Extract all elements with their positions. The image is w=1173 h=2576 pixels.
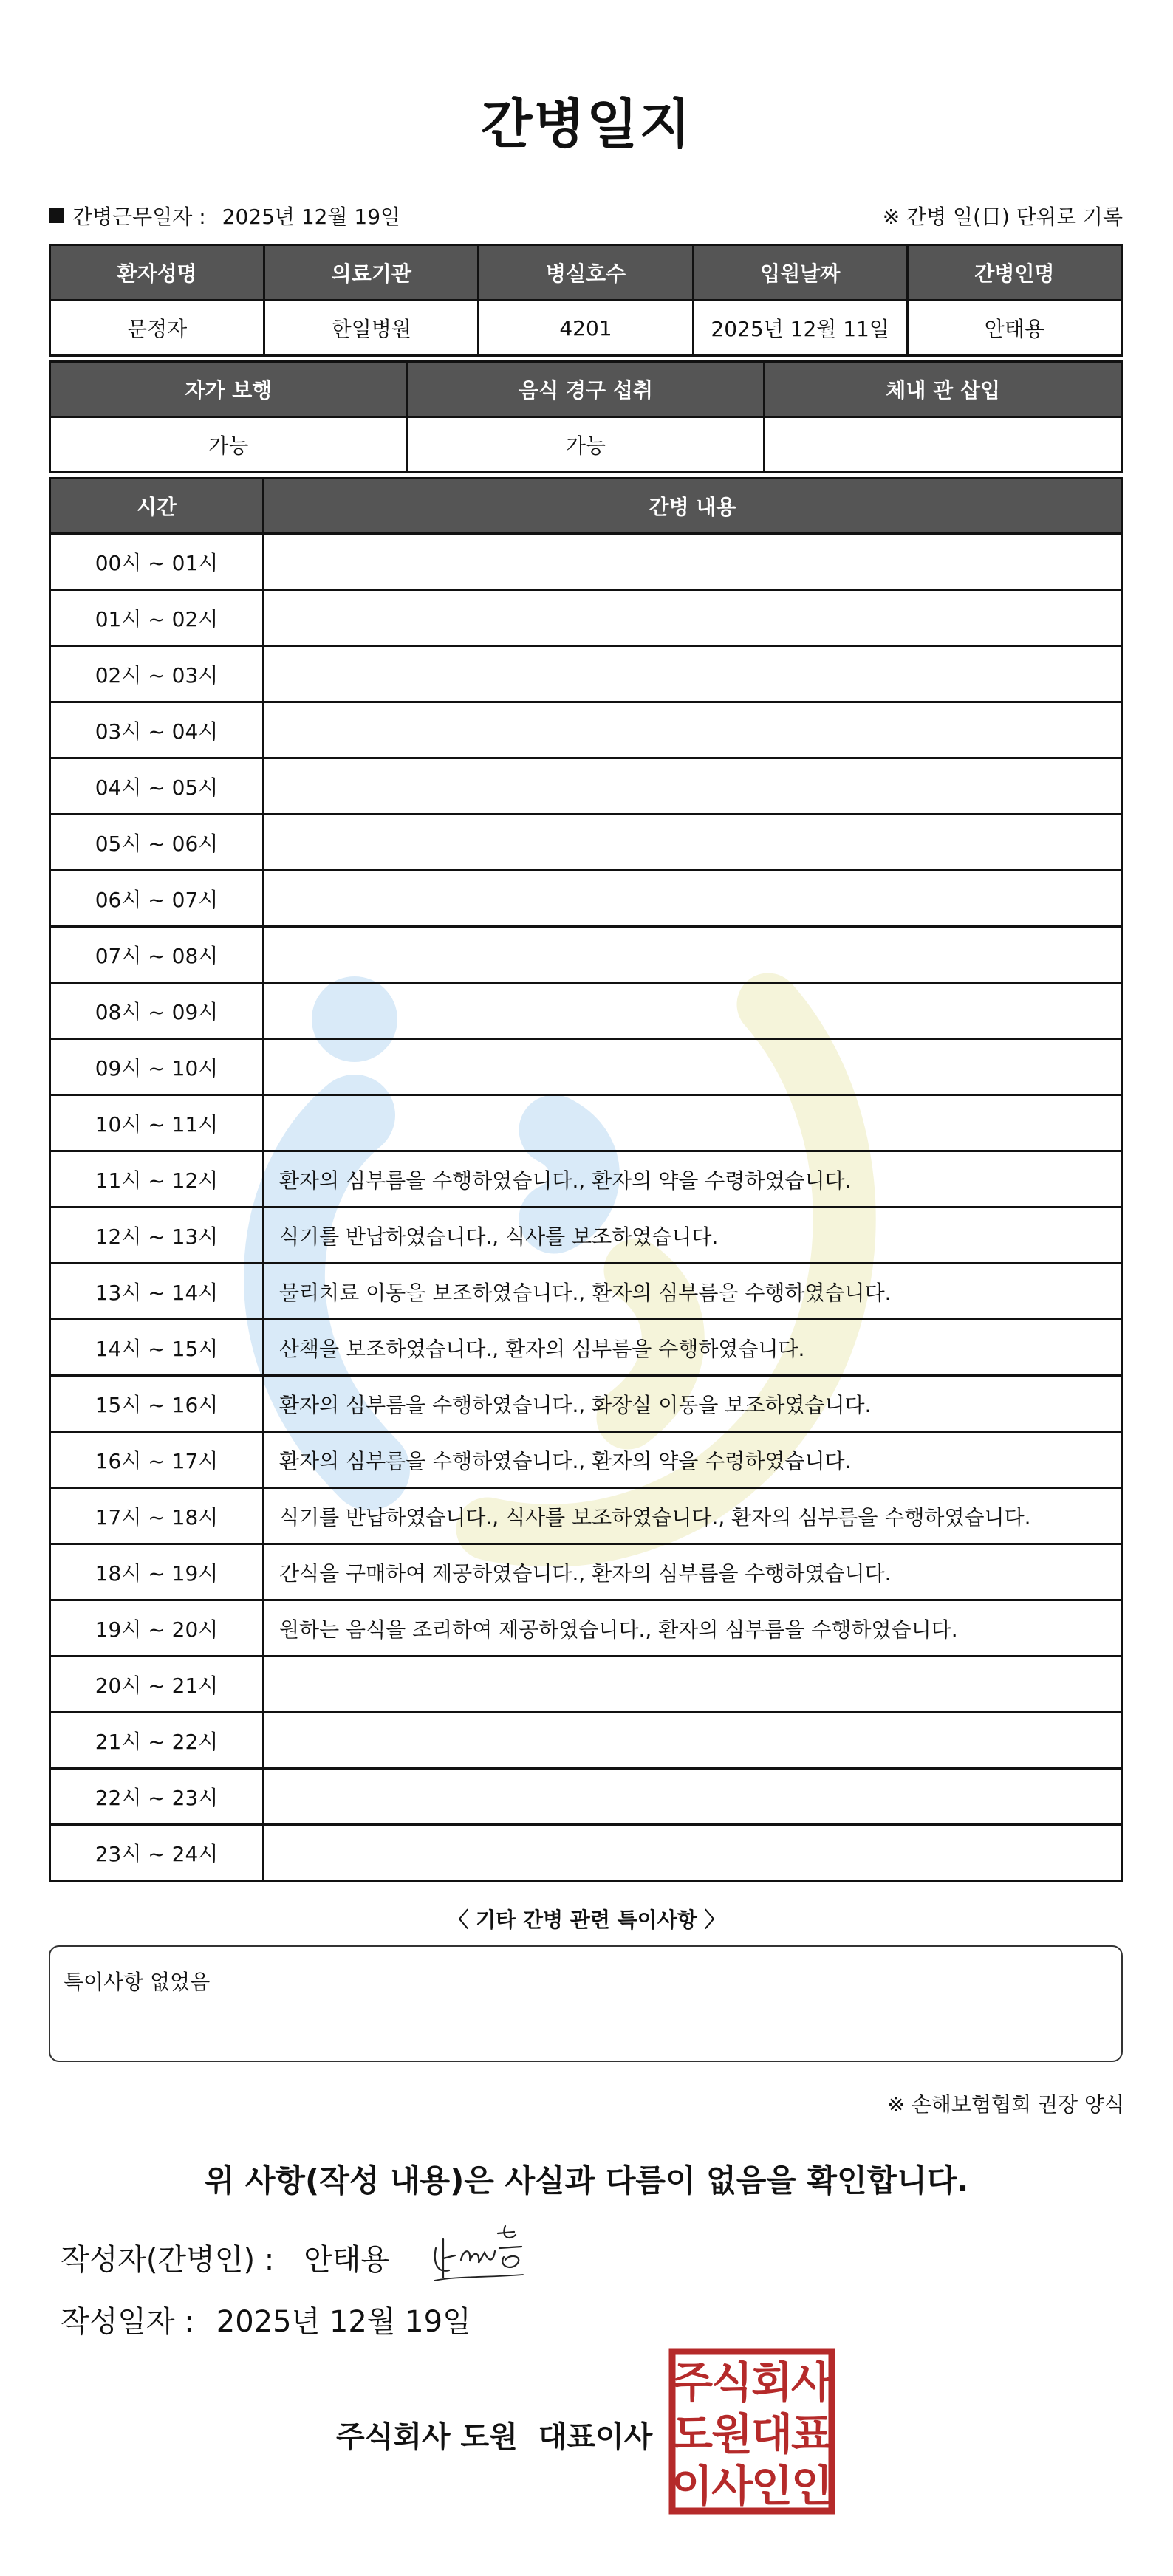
- seal-character: 대: [750, 2409, 793, 2459]
- remarks-box: [49, 1945, 1123, 2062]
- table-row: [50, 534, 1122, 590]
- patient-status-header-row: [50, 362, 1122, 417]
- handwritten-signature: [427, 2219, 538, 2286]
- square-bullet-icon: [49, 208, 64, 223]
- log-time: 10시 ~ 11시: [50, 1095, 264, 1151]
- confirmation-statement: 위 사항(작성 내용)은 사실과 다름이 없음을 확인합니다.: [204, 2162, 969, 2199]
- log-content: [264, 1657, 1122, 1713]
- written-date-line: [61, 2298, 471, 2340]
- seal-character: 사: [711, 2461, 753, 2511]
- table-row: [50, 1769, 1122, 1825]
- table-row: [50, 1657, 1122, 1713]
- log-content: [264, 1769, 1122, 1825]
- log-time: 01시 ~ 02시: [50, 590, 264, 646]
- log-time: 05시 ~ 06시: [50, 815, 264, 871]
- log-time: 20시 ~ 21시: [50, 1657, 264, 1713]
- log-content: 환자의 심부름을 수행하였습니다., 화장실 이동을 보조하였습니다.: [264, 1376, 1122, 1432]
- table-row: [50, 871, 1122, 927]
- table-row: [50, 1320, 1122, 1376]
- header-time: 시간: [50, 479, 264, 534]
- company-name: 주식회사 도원: [336, 2420, 518, 2454]
- work-date-value: 2025년 12월 19일: [222, 205, 401, 229]
- work-date-label: 간병근무일자 :: [72, 205, 206, 229]
- log-body: [50, 534, 1122, 1881]
- log-content: [264, 927, 1122, 983]
- remarks-title: 〈 기타 간병 관련 특이사항 〉: [448, 1908, 725, 1932]
- table-row: [50, 983, 1122, 1039]
- table-row: [50, 1151, 1122, 1208]
- header-patient-name: 환자성명: [50, 245, 264, 301]
- patient-name: 문정자: [50, 301, 264, 356]
- table-row: [50, 1488, 1122, 1544]
- table-row: [50, 1600, 1122, 1657]
- log-time: 04시 ~ 05시: [50, 758, 264, 815]
- log-content: [264, 758, 1122, 815]
- table-row: [50, 1376, 1122, 1432]
- table-row: [50, 1095, 1122, 1151]
- table-row: [50, 590, 1122, 646]
- oral-intake-value: 가능: [407, 417, 765, 473]
- log-time: 03시 ~ 04시: [50, 702, 264, 758]
- log-content: [264, 534, 1122, 590]
- log-time: 21시 ~ 22시: [50, 1713, 264, 1769]
- table-row: [50, 702, 1122, 758]
- header-room-number: 병실호수: [479, 245, 693, 301]
- log-content: [264, 646, 1122, 702]
- log-content: 간식을 구매하여 제공하였습니다., 환자의 심부름을 수행하였습니다.: [264, 1544, 1122, 1600]
- seal-character: 식: [711, 2357, 753, 2408]
- log-content: 물리치료 이동을 보조하였습니다., 환자의 심부름을 수행하였습니다.: [264, 1264, 1122, 1320]
- log-time: 19시 ~ 20시: [50, 1600, 264, 1657]
- log-content: [264, 702, 1122, 758]
- log-content: [264, 871, 1122, 927]
- self-walking-value: 가능: [50, 417, 408, 473]
- table-row: [50, 927, 1122, 983]
- work-date: [49, 201, 400, 230]
- log-content: [264, 983, 1122, 1039]
- log-time: 17시 ~ 18시: [50, 1488, 264, 1544]
- patient-status-table: [49, 360, 1123, 473]
- tube-insertion-value: [765, 417, 1122, 473]
- log-content: 환자의 심부름을 수행하였습니다., 환자의 약을 수령하였습니다.: [264, 1151, 1122, 1208]
- log-time: 16시 ~ 17시: [50, 1432, 264, 1488]
- log-time: 15시 ~ 16시: [50, 1376, 264, 1432]
- patient-status-value-row: [50, 417, 1122, 473]
- log-time: 08시 ~ 09시: [50, 983, 264, 1039]
- seal-character: 인: [750, 2461, 793, 2511]
- header-admission-date: 입원날짜: [693, 245, 907, 301]
- log-content: 식기를 반납하였습니다., 식사를 보조하였습니다.: [264, 1208, 1122, 1264]
- log-content: [264, 815, 1122, 871]
- table-row: [50, 1039, 1122, 1095]
- table-row: [50, 1544, 1122, 1600]
- seal-character: 인: [790, 2461, 833, 2511]
- table-row: [50, 815, 1122, 871]
- log-content: 산책을 보조하였습니다., 환자의 심부름을 수행하였습니다.: [264, 1320, 1122, 1376]
- log-content: [264, 590, 1122, 646]
- log-content: [264, 1095, 1122, 1151]
- log-time: 09시 ~ 10시: [50, 1039, 264, 1095]
- log-time: 06시 ~ 07시: [50, 871, 264, 927]
- table-row: [50, 1713, 1122, 1769]
- table-row: [50, 1208, 1122, 1264]
- header-self-walking: 자가 보행: [50, 362, 408, 417]
- seal-character: 원: [711, 2409, 753, 2459]
- patient-info-value-row: [50, 301, 1122, 356]
- header-caregiver-name: 간병인명: [907, 245, 1121, 301]
- log-time: 22시 ~ 23시: [50, 1769, 264, 1825]
- header-tube-insertion: 체내 관 삽입: [765, 362, 1122, 417]
- written-date-value: 2025년 12월 19일: [216, 2305, 471, 2339]
- company-seal-stamp: [668, 2347, 836, 2515]
- log-time: 00시 ~ 01시: [50, 534, 264, 590]
- log-time: 13시 ~ 14시: [50, 1264, 264, 1320]
- table-row: [50, 1825, 1122, 1881]
- table-row: [50, 1432, 1122, 1488]
- writer-line: [61, 2236, 389, 2278]
- seal-character: 사: [790, 2357, 833, 2408]
- log-time: 02시 ~ 03시: [50, 646, 264, 702]
- seal-character: 도: [671, 2409, 714, 2459]
- table-row: [50, 1264, 1122, 1320]
- document-title: 간병일지: [480, 93, 693, 155]
- table-row: [50, 758, 1122, 815]
- log-time: 12시 ~ 13시: [50, 1208, 264, 1264]
- log-time: 23시 ~ 24시: [50, 1825, 264, 1881]
- log-time: 18시 ~ 19시: [50, 1544, 264, 1600]
- header-oral-intake: 음식 경구 섭취: [407, 362, 765, 417]
- seal-character: 회: [750, 2357, 793, 2408]
- seal-character: 이: [671, 2461, 714, 2511]
- log-content: [264, 1039, 1122, 1095]
- writer-label: 작성자(간병인) :: [61, 2243, 275, 2277]
- log-content: 식기를 반납하였습니다., 식사를 보조하였습니다., 환자의 심부름을 수행하였습니다.: [264, 1488, 1122, 1544]
- company-line: [336, 2414, 652, 2456]
- log-header-row: [50, 479, 1122, 534]
- patient-info-table: [49, 244, 1123, 357]
- header-hospital: 의료기관: [264, 245, 479, 301]
- daily-record-note: ※ 간병 일(日) 단위로 기록: [882, 205, 1123, 229]
- log-time: 14시 ~ 15시: [50, 1320, 264, 1376]
- table-row: [50, 646, 1122, 702]
- caregiver-name: 안태용: [907, 301, 1121, 356]
- log-content: [264, 1713, 1122, 1769]
- hospital-name: 한일병원: [264, 301, 479, 356]
- work-date-row: [49, 201, 1123, 230]
- remarks-text: 특이사항 없었음: [64, 1970, 211, 1994]
- hourly-care-log-table: [49, 477, 1123, 1882]
- representative-title: 대표이사: [538, 2420, 653, 2454]
- header-care-content: 간병 내용: [264, 479, 1122, 534]
- log-content: 원하는 음식을 조리하여 제공하였습니다., 환자의 심부름을 수행하였습니다.: [264, 1600, 1122, 1657]
- log-content: 환자의 심부름을 수행하였습니다., 환자의 약을 수령하였습니다.: [264, 1432, 1122, 1488]
- log-time: 07시 ~ 08시: [50, 927, 264, 983]
- writer-name: 안태용: [304, 2243, 390, 2277]
- log-content: [264, 1825, 1122, 1881]
- seal-character: 표: [790, 2409, 833, 2459]
- patient-info-header-row: [50, 245, 1122, 301]
- log-time: 11시 ~ 12시: [50, 1151, 264, 1208]
- room-number: 4201: [479, 301, 693, 356]
- admission-date: 2025년 12월 11일: [693, 301, 907, 356]
- insurance-form-note: ※ 손해보험협회 권장 양식: [887, 2092, 1124, 2117]
- seal-character: 주: [671, 2357, 714, 2408]
- written-date-label: 작성일자 :: [61, 2305, 194, 2339]
